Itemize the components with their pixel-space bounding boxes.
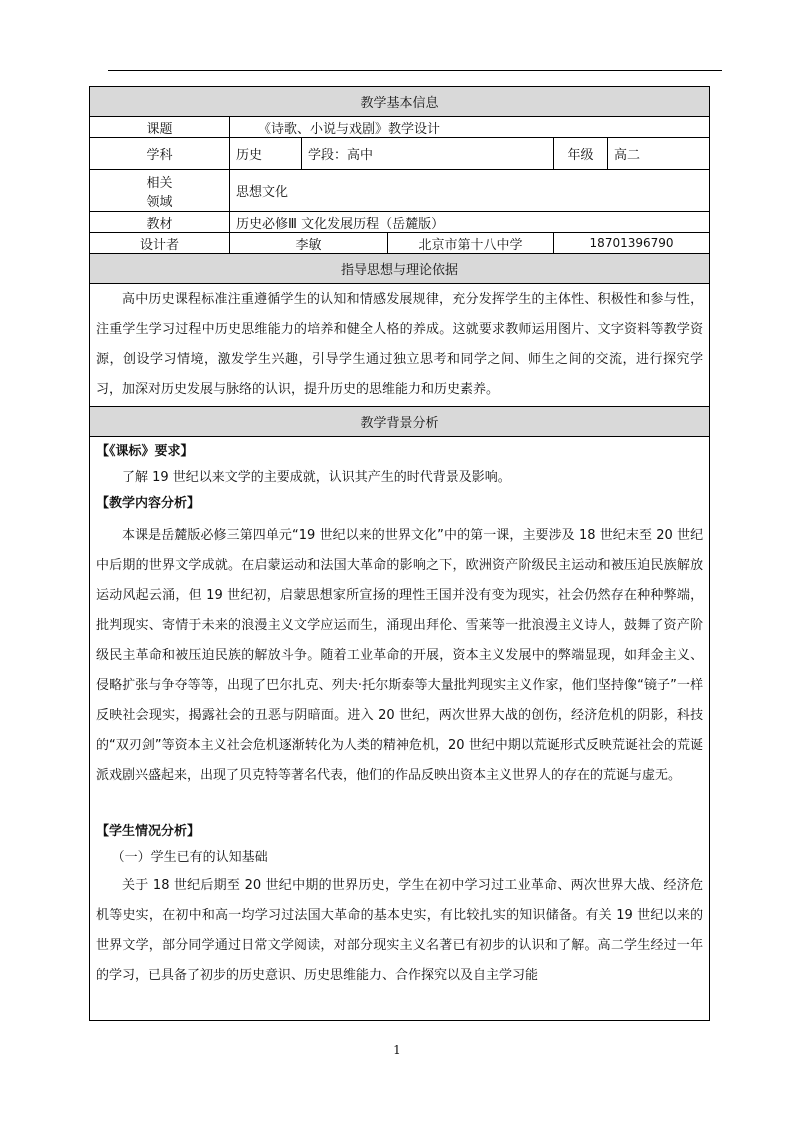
subject-value: 历史 xyxy=(230,138,302,170)
student-analysis-text: 关于 18 世纪后期至 20 世纪中期的世界历史，学生在初中学习过工业革命、两次世界大战、经济危机等史实，在初中和高一均学习过法国大革命的基本史实，有比较扎实的知识储备。有关 19 世纪以来的世界文学，部分同学通过日常文学阅读，对部分现实主义名著已有初步的认识和了解。高二学生经过一年的学习，已具备了初步的历史意识、历史思维能力、合作探究以及自主学习能 xyxy=(96,878,704,983)
designer-name: 李敏 xyxy=(230,233,388,254)
field-value: 思想文化 xyxy=(230,170,710,212)
page-number: 1 xyxy=(393,1043,401,1057)
grade-label: 年级 xyxy=(554,138,608,170)
phone-number: 18701396790 xyxy=(554,233,710,254)
curriculum-requirement-text: 了解 19 世纪以来文学的主要成就，认识其产生的时代背景及影响。 xyxy=(122,470,511,485)
student-analysis-heading: 【学生情况分析】 xyxy=(96,824,201,839)
student-analysis-subheading: （一）学生已有的认知基础 xyxy=(111,850,268,865)
lesson-plan-table xyxy=(89,86,710,1021)
stage-value: 学段：高中 xyxy=(302,138,554,170)
content-analysis-text: 本课是岳麓版必修三第四单元“19 世纪以来的世界文化”中的第一课，主要涉及 18 世纪末至 20 世纪中后期的世界文学成就。在启蒙运动和法国大革命的影响之下，欧洲资产阶级民主运动和被压迫民族解放运动风起云涌，但 19 世纪初，启蒙思想家所宣扬的理性王国并没有变为现实，社会仍然存在种种弊端，批判现实、寄情于未来的浪漫主义文学应运而生，涌现出拜伦、雪莱等一批浪漫主义诗人，鼓舞了资产阶级民主革命和被压迫民族的解放斗争。随着工业革命的开展，资本主义发展中的弊端显现，如拜金主义、侵略扩张与争夺等等，出现了巴尔扎克、列夫·托尔斯泰等大量批判现实主义作家，他们坚持像“镜子”一样反映社会现实，揭露社会的丑恶与阴暗面。进入 20 世纪，两次世界大战的创伤，经济危机的阴影，科技的“双刃剑”等资本主义社会危机逐渐转化为人类的精神危机，20 世纪中期以荒诞形式反映荒诞社会的荒诞派戏剧兴盛起来，出现了贝克特等著名代表，他们的作品反映出资本主义世界人的存在的荒诞与虚无。 xyxy=(96,528,704,783)
topic-value: 《诗歌、小说与戏剧》教学设计 xyxy=(230,117,710,138)
section-basic-info-title: 教学基本信息 xyxy=(90,87,710,117)
background-content xyxy=(90,437,710,1021)
school-name: 北京市第十八中学 xyxy=(388,233,554,254)
header-rule xyxy=(108,70,722,71)
content-analysis-heading: 【教学内容分析】 xyxy=(96,496,201,511)
field-label-line2: 领域 xyxy=(146,194,173,210)
section-background-title: 教学背景分析 xyxy=(90,407,710,437)
topic-label: 课题 xyxy=(90,117,230,138)
subject-label: 学科 xyxy=(90,138,230,170)
grade-value: 高二 xyxy=(608,138,710,170)
textbook-value: 历史必修Ⅲ 文化发展历程（岳麓版） xyxy=(230,212,710,233)
curriculum-requirement-heading: 【《课标》要求】 xyxy=(96,444,194,459)
field-label xyxy=(90,170,230,212)
designer-label: 设计者 xyxy=(90,233,230,254)
spacer xyxy=(96,791,703,819)
textbook-label: 教材 xyxy=(90,212,230,233)
field-label-line1: 相关 xyxy=(146,175,173,191)
guiding-text: 高中历史课程标准注重遵循学生的认知和情感发展规律，充分发挥学生的主体性、积极性和参与性，注重学生学习过程中历史思维能力的培养和健全人格的养成。这就要求教师运用图片、文字资料等教学资源，创设学习情境，激发学生兴趣，引导学生通过独立思考和同学之间、师生之间的交流，进行探究学习，加深对历史发展与脉络的认识，提升历史的思维能力和历史素养。 xyxy=(90,284,710,407)
section-guiding-title: 指导思想与理论依据 xyxy=(90,254,710,284)
